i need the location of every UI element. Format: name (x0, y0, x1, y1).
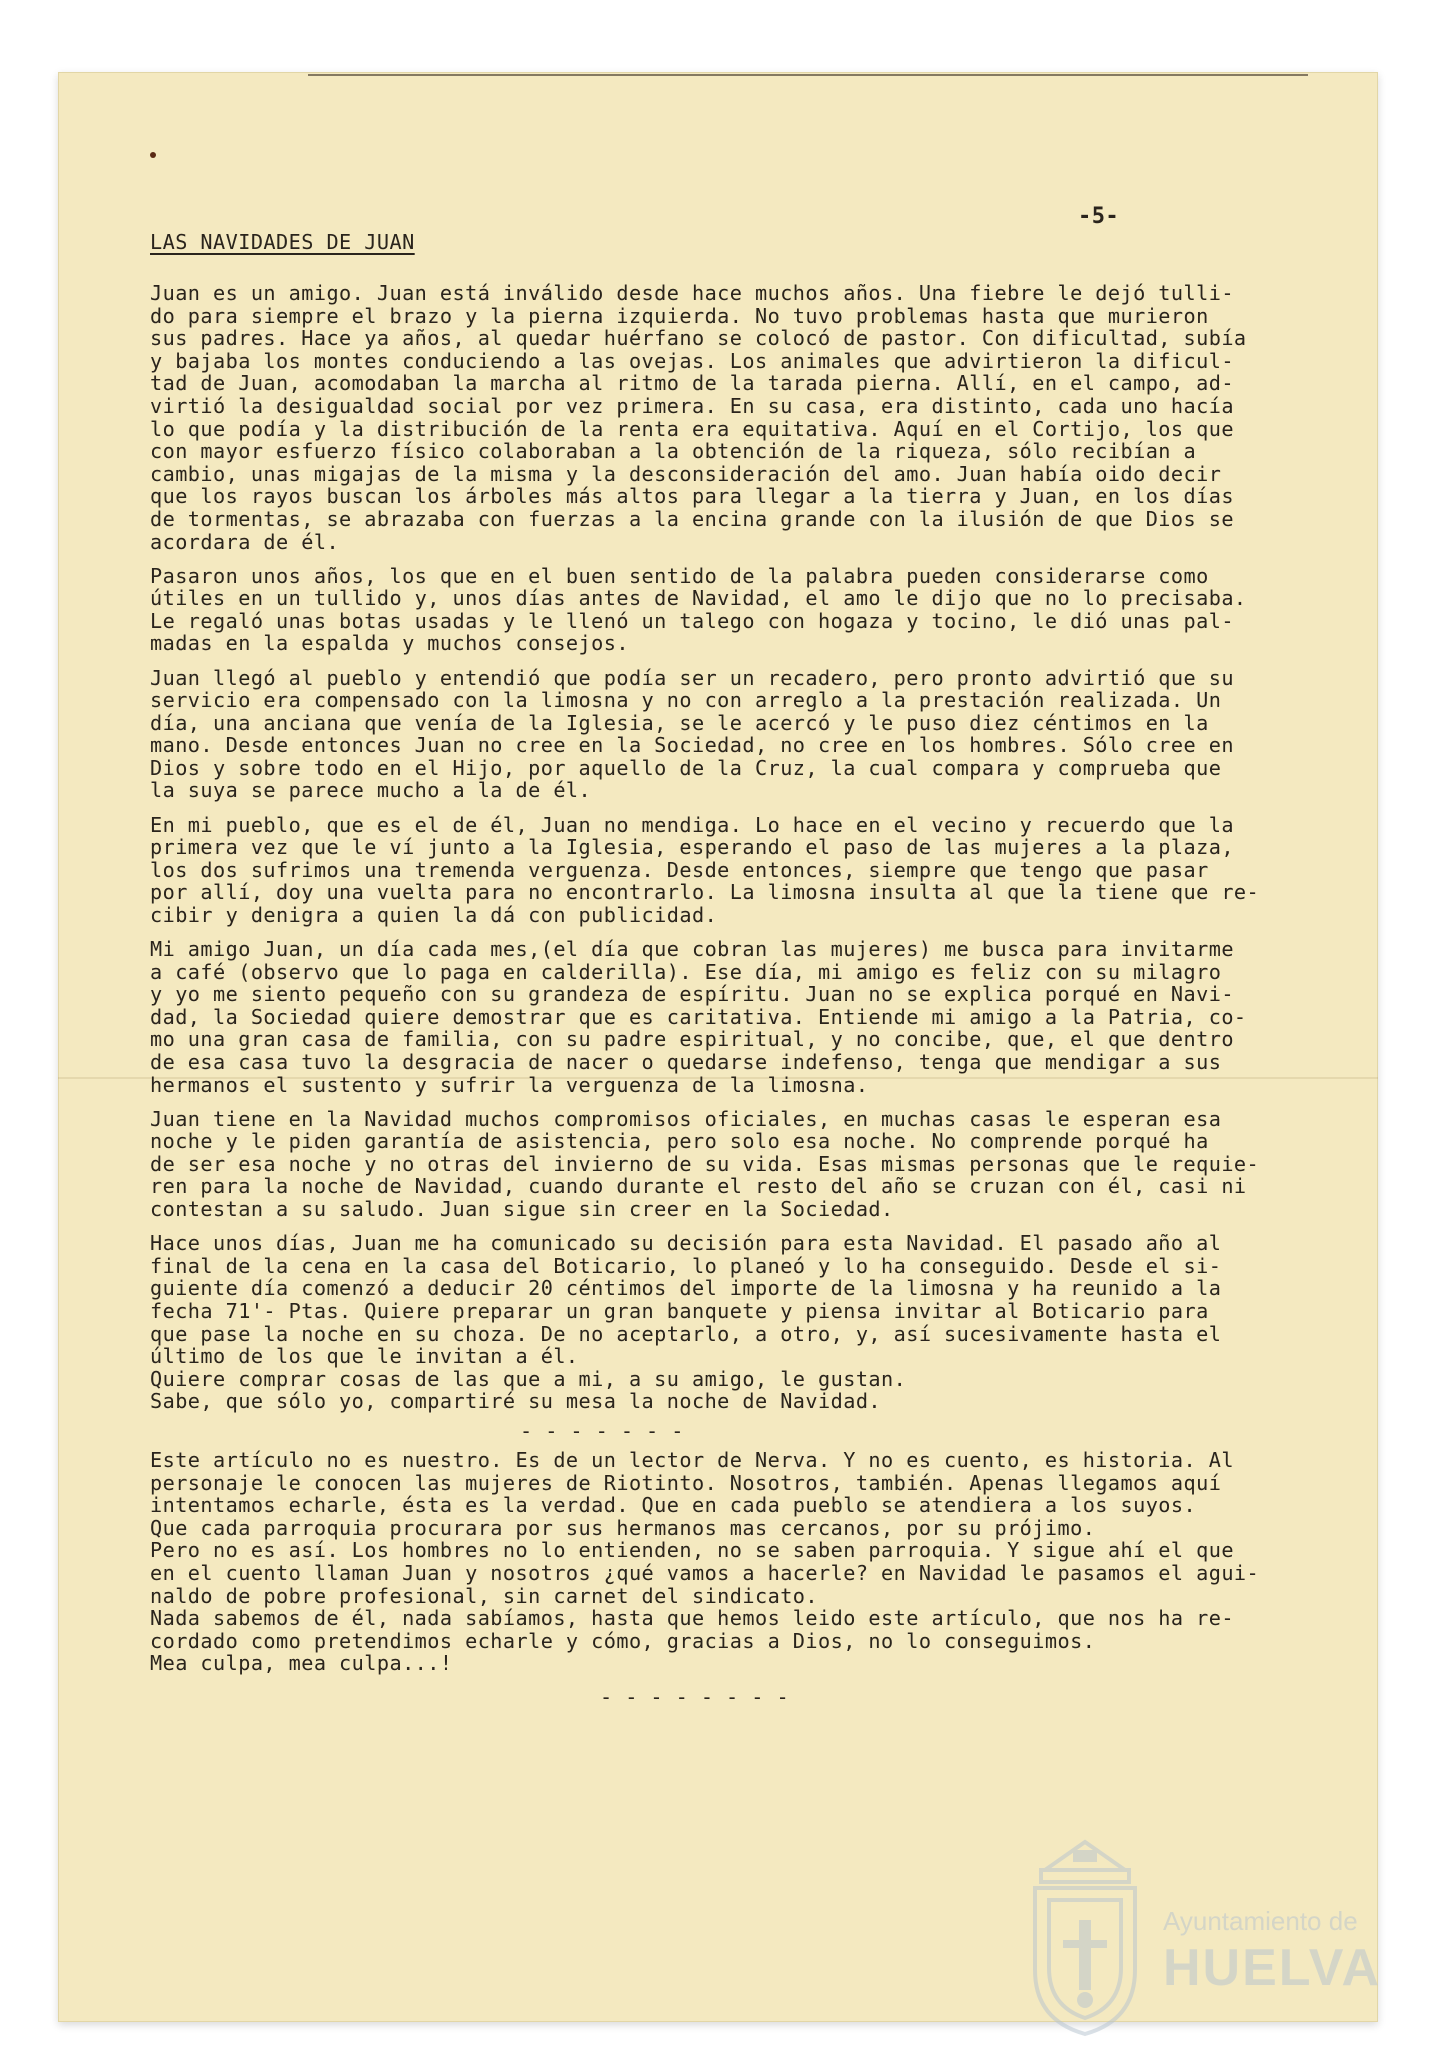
text-line: acordara de él. (150, 529, 340, 554)
text-line: Sabe, que sólo yo, compartiré su mesa la noche de Navidad. (150, 1389, 882, 1414)
text-line: hermanos el sustento y sufrir la verguenza de la limosna. (150, 1072, 869, 1097)
text-line: Que cada parroquia procurara por sus hermanos mas cercanos, por su prójimo. (150, 1515, 1096, 1540)
huelva-crest-icon (1015, 1830, 1155, 2040)
text-line: primera vez que le ví junto a la Iglesia, esperando el paso de las mujeres a la plaza, (150, 835, 1234, 860)
text-line: la suya se parece mucho a la de él. (150, 778, 592, 803)
page-number: -5- (1078, 204, 1120, 229)
text-line: útiles en un tullido y, unos días antes de Navidad, el amo le dijo que no lo precisaba. (150, 586, 1247, 611)
text-line: que los rayos buscan los árboles más altos para llegar a la tierra y Juan, en los días (150, 484, 1234, 509)
watermark-city: HUELVA (1163, 1939, 1382, 1997)
text-line: contestan a su saludo. Juan sigue sin creer en la Sociedad. (150, 1197, 894, 1222)
text-line: Nada sabemos de él, nada sabíamos, hasta que hemos leido este artículo, que nos ha re- (150, 1606, 1234, 1631)
text-line: día, una anciana que venía de la Iglesia, se le acercó y le puso diez céntimos en la (150, 710, 1209, 735)
text-line: mo una gran casa de familia, con su padre espiritual, y no concibe, que, el que dentro (150, 1027, 1234, 1052)
text-line: Juan es un amigo. Juan está inválido desde hace muchos años. Una fiebre le dejó tulli- (150, 281, 1234, 305)
ink-spot (150, 152, 156, 158)
text-line: a café (observo que lo paga en calderilla). Ese día, mi amigo es feliz con su milagro (150, 959, 1222, 984)
article-paragraphs (150, 282, 1350, 1413)
text-line: Mea culpa, mea culpa...! (150, 1651, 453, 1676)
text-line: Mi amigo Juan, un día cada mes,(el día que cobran las mujeres) me busca para invitarme (150, 937, 1234, 962)
text-line: que pase la noche en su choza. De no aceptarlo, a otro, y, así sucesivamente hasta el (150, 1321, 1222, 1346)
text-line: por allí, doy una vuelta para no encontrarlo. La limosna insulta al que la tiene que re- (150, 880, 1260, 905)
article-body (150, 282, 1350, 1709)
text-line: tad de Juan, acomodaban la marcha al ritmo de la tarada pierna. Allí, en el campo, ad- (150, 371, 1234, 396)
text-line: Juan tiene en la Navidad muchos compromisos oficiales, en muchas casas le esperan esa (150, 1106, 1222, 1131)
text-line: fecha 71'- Ptas. Quiere preparar un gran banquete y piensa invitar al Boticario para (150, 1298, 1209, 1323)
text-line: cambio, unas migajas de la misma y la desconsideración del amo. Juan había oido decir (150, 461, 1222, 486)
article-title: LAS NAVIDADES DE JUAN (150, 230, 415, 254)
text-line: madas en la espalda y muchos consejos. (150, 631, 629, 656)
text-line: noche y le piden garantía de asistencia, pero solo esa noche. No comprende porqué ha (150, 1129, 1209, 1154)
text-line: y bajaba los montes conduciendo a las ovejas. Los animales que advirtieron la dificul- (150, 348, 1234, 373)
paragraph (150, 667, 1350, 803)
text-line: Pero no es así. Los hombres no lo entienden, no se saben parroquia. Y sigue ahí el que (150, 1538, 1234, 1563)
text-line: mano. Desde entonces Juan no cree en la Sociedad, no cree en los hombres. Sólo cree en (150, 733, 1234, 758)
text-line: do para siempre el brazo y la pierna izquierda. No tuvo problemas hasta que murieron (150, 303, 1209, 328)
paragraph (150, 1232, 1350, 1413)
text-line: personaje le conocen las mujeres de Riotinto. Nosotros, también. Apenas llegamos aquí (150, 1470, 1222, 1495)
text-line: sus padres. Hace ya años, al quedar huérfano se colocó de pastor. Con dificultad, subía (150, 326, 1247, 351)
text-line: cordado como pretendimos echarle y cómo, gracias a Dios, no lo conseguimos. (150, 1628, 1096, 1653)
text-line: cibir y denigra a quien la dá con publicidad. (150, 902, 718, 927)
paragraph (150, 1108, 1350, 1221)
text-line: de tormentas, se abrazaba con fuerzas a la encina grande con la ilusión de que Dios se (150, 506, 1234, 531)
text-line: final de la cena en la casa del Boticario, lo planeó y lo ha conseguido. Desde el si- (150, 1253, 1222, 1278)
watermark-organization: Ayuntamiento de (1163, 1906, 1358, 1936)
text-line: Juan llegó al pueblo y entendió que podía ser un recadero, pero pronto advirtió que su (150, 665, 1234, 690)
editorial-note (150, 1449, 1350, 1675)
text-line: En mi pueblo, que es el de él, Juan no mendiga. Lo hace en el vecino y recuerdo que la (150, 812, 1234, 837)
text-line: naldo de pobre profesional, sin carnet del sindicato. (150, 1583, 819, 1608)
separator-dashes: - - - - - - - (520, 1419, 684, 1444)
text-line: intentamos echarle, ésta es la verdad. Que en cada pueblo se atendiera a los suyos. (150, 1493, 1197, 1518)
text-line: con mayor esfuerzo físico colaboraban a la obtención de la riqueza, sólo recibían a (150, 439, 1197, 464)
text-line: servicio era compensado con la limosna y no con arreglo a la prestación realizada. Un (150, 688, 1222, 713)
text-line: de ser esa noche y no otras del invierno de su vida. Esas mismas personas que le requie- (150, 1151, 1260, 1176)
document-page (58, 72, 1378, 2022)
text-line: Pasaron unos años, los que en el buen sentido de la palabra pueden considerarse como (150, 563, 1209, 588)
text-line: y yo me siento pequeño con su grandeza de espíritu. Juan no se explica porqué en Navi- (150, 982, 1234, 1007)
text-line: Dios y sobre todo en el Hijo, por aquello de la Cruz, la cual compara y comprueba que (150, 755, 1222, 780)
text-line: ren para la noche de Navidad, cuando durante el resto del año se cruzan con él, casi ni (150, 1174, 1247, 1199)
text-line: Le regaló unas botas usadas y le llenó un talego con hogaza y tocino, le dió unas pal- (150, 608, 1234, 633)
paragraph (150, 282, 1350, 553)
paragraph (150, 814, 1350, 927)
text-line: Quiere comprar cosas de las que a mi, a su amigo, le gustan. (150, 1366, 907, 1391)
text-line: lo que podía y la distribución de la renta era equitativa. Aquí en el Cortijo, los que (150, 416, 1234, 441)
text-line: Hace unos días, Juan me ha comunicado su decisión para esta Navidad. El pasado año al (150, 1231, 1222, 1256)
paragraph (150, 565, 1350, 655)
text-line: guiente día comenzó a deducir 20 céntimos del importe de la limosna y ha reunido a la (150, 1276, 1222, 1301)
text-line: los dos sufrimos una tremenda verguenza. Desde entonces, siempre que tengo que pasar (150, 857, 1209, 882)
text-line: virtió la desigualdad social por vez primera. En su casa, era distinto, cada uno hacía (150, 393, 1234, 418)
end-separator-dashes: - - - - - - - - (600, 1685, 790, 1710)
paper-top-edge (308, 74, 1308, 76)
text-line: dad, la Sociedad quiere demostrar que es caritativa. Entiende mi amigo a la Patria, co- (150, 1004, 1247, 1029)
paragraph (150, 938, 1350, 1096)
text-line: en el cuento llaman Juan y nosotros ¿qué vamos a hacerle? en Navidad le pasamos el agui- (150, 1560, 1260, 1585)
text-line: de esa casa tuvo la desgracia de nacer o quedarse indefenso, tenga que mendigar a sus (150, 1050, 1222, 1074)
watermark (1015, 1830, 1382, 2040)
text-line: último de los que le invitan a él. (150, 1344, 579, 1369)
text-line: Este artículo no es nuestro. Es de un lector de Nerva. Y no es cuento, es historia. Al (150, 1448, 1234, 1472)
